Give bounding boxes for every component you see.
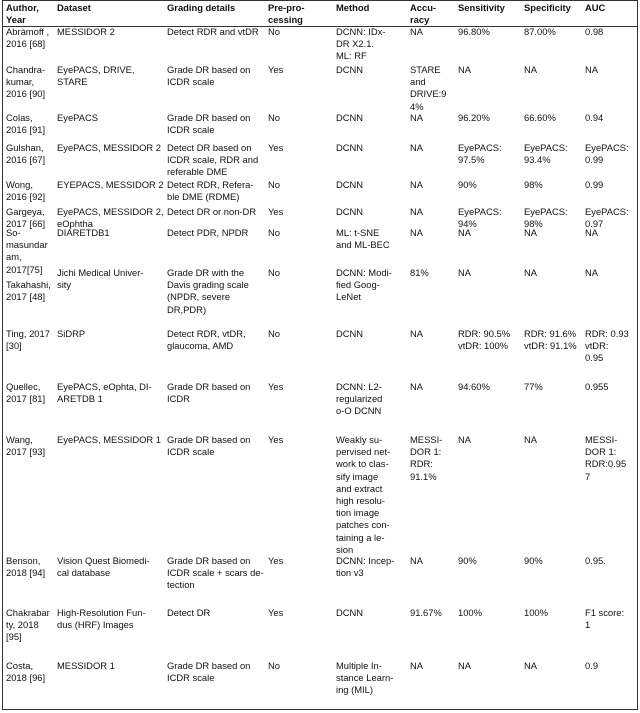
cell-method: DCNN: Incep- tion v3 (336, 555, 395, 579)
cell-auc: EyePACS: 0.97 (585, 206, 629, 230)
cell-accuracy: NA (410, 179, 424, 190)
cell-grading-details: Grade DR based on ICDR (167, 381, 251, 405)
cell-dataset: EyePACS, MESSIDOR 2, eOphtha (57, 206, 164, 230)
header-auc: AUC (585, 2, 606, 13)
cell-sensitivity: 100% (458, 607, 482, 618)
cell-auc: 0.9 (585, 660, 599, 671)
cell-accuracy: NA (410, 328, 424, 339)
cell-accuracy: 81% (410, 267, 429, 278)
cell-method: DCNN: Modi- fied Goog- LeNet (336, 267, 392, 303)
cell-specificity: 77% (524, 381, 543, 392)
cell-sensitivity: 96.80% (458, 26, 490, 37)
cell-dataset: Vision Quest Biomedi- cal database (57, 555, 150, 579)
table-frame (2, 0, 638, 710)
cell-accuracy: NA (410, 112, 424, 123)
header-sensitivity: Sensitivity (458, 2, 505, 13)
cell-accuracy: NA (410, 381, 424, 392)
cell-author-year: So- masundar am, 2017[75] (6, 227, 48, 275)
cell-pre-processing: No (268, 660, 280, 671)
cell-accuracy: NA (410, 227, 424, 238)
cell-dataset: DIARETDB1 (57, 227, 110, 238)
cell-sensitivity: 90% (458, 555, 477, 566)
cell-accuracy: MESSI- DOR 1: RDR: 91.1% (410, 434, 443, 482)
cell-sensitivity: RDR: 90.5% vtDR: 100% (458, 328, 511, 352)
cell-auc: F1 score: 1 (585, 607, 625, 631)
cell-grading-details: Detect RDR, Refera- ble DME (RDME) (167, 179, 254, 203)
cell-auc: RDR: 0.93 vtDR: 0.95 (585, 328, 629, 364)
header-specificity: Specificity (524, 2, 571, 13)
cell-sensitivity: NA (458, 434, 472, 445)
cell-sensitivity: NA (458, 227, 472, 238)
table-top-border (2, 0, 638, 1)
cell-author-year: Wong, 2016 [92] (6, 179, 46, 203)
cell-accuracy: STARE and DRIVE:9 4% (410, 64, 447, 112)
cell-dataset: MESSIDOR 1 (57, 660, 115, 671)
cell-auc: 0.955 (585, 381, 609, 392)
cell-auc: MESSI- DOR 1: RDR:0.95 7 (585, 434, 627, 482)
cell-sensitivity: 90% (458, 179, 477, 190)
cell-dataset: EyePACS, eOphta, DI- ARETDB 1 (57, 381, 152, 405)
cell-auc: 0.98 (585, 26, 604, 37)
cell-accuracy: NA (410, 206, 424, 217)
cell-dataset: EyePACS, DRIVE, STARE (57, 64, 135, 88)
cell-dataset: High-Resolution Fun- dus (HRF) Images (57, 607, 146, 631)
cell-sensitivity: 94.60% (458, 381, 490, 392)
cell-dataset: SiDRP (57, 328, 86, 339)
cell-pre-processing: Yes (268, 206, 284, 217)
cell-method: DCNN: IDx- DR X2.1. ML: RF (336, 26, 386, 62)
header-pre-processing: Pre-pro- cessing (268, 2, 305, 26)
cell-specificity: 100% (524, 607, 548, 618)
cell-sensitivity: NA (458, 267, 472, 278)
cell-pre-processing: No (268, 179, 280, 190)
cell-author-year: Gargeya, 2017 [66] (6, 206, 46, 230)
cell-grading-details: Detect DR based on ICDR scale, RDR and referable DME (167, 142, 259, 178)
cell-author-year: Abràmoff , 2016 [68] (6, 26, 50, 50)
cell-pre-processing: No (268, 267, 280, 278)
cell-grading-details: Detect RDR and vtDR (167, 26, 259, 37)
cell-method: DCNN (336, 142, 364, 153)
cell-auc: 0.99 (585, 179, 604, 190)
cell-method: DCNN (336, 328, 364, 339)
cell-auc: NA (585, 267, 599, 278)
cell-grading-details: Grade DR based on ICDR scale (167, 434, 251, 458)
cell-auc: NA (585, 64, 599, 75)
cell-specificity: NA (524, 660, 538, 671)
cell-grading-details: Grade DR based on ICDR scale + scars de- tection (167, 555, 264, 591)
cell-grading-details: Grade DR based on ICDR scale (167, 112, 251, 136)
cell-dataset: MESSIDOR 2 (57, 26, 115, 37)
cell-auc: 0.95. (585, 555, 606, 566)
cell-accuracy: 91.67% (410, 607, 442, 618)
cell-dataset: EyePACS, MESSIDOR 2 (57, 142, 162, 153)
cell-method: Multiple In- stance Learn- ing (MIL) (336, 660, 394, 696)
cell-specificity: 87.00% (524, 26, 556, 37)
cell-author-year: Chakrabar ty, 2018 [95] (6, 607, 50, 643)
cell-grading-details: Detect PDR, NPDR (167, 227, 249, 238)
cell-grading-details: Detect DR or non-DR (167, 206, 257, 217)
cell-specificity: EyePACS: 93.4% (524, 142, 568, 166)
cell-grading-details: Grade DR based on ICDR scale (167, 64, 251, 88)
cell-specificity: NA (524, 434, 538, 445)
cell-pre-processing: Yes (268, 381, 284, 392)
cell-sensitivity: NA (458, 660, 472, 671)
cell-auc: 0.94 (585, 112, 604, 123)
cell-grading-details: Grade DR with the Davis grading scale (NPDR, severe DR,PDR) (167, 267, 249, 315)
cell-author-year: Costa, 2018 [96] (6, 660, 46, 684)
cell-method: DCNN (336, 206, 364, 217)
cell-method: DCNN (336, 112, 364, 123)
cell-pre-processing: No (268, 112, 280, 123)
cell-method: ML: t-SNE and ML-BEC (336, 227, 390, 251)
cell-pre-processing: No (268, 328, 280, 339)
cell-auc: EyePACS: 0.99 (585, 142, 629, 166)
cell-specificity: 90% (524, 555, 543, 566)
cell-method: DCNN (336, 179, 364, 190)
cell-author-year: Colas, 2016 [91] (6, 112, 46, 136)
cell-accuracy: NA (410, 26, 424, 37)
header-method: Method (336, 2, 370, 13)
cell-specificity: 66.60% (524, 112, 556, 123)
cell-pre-processing: No (268, 227, 280, 238)
cell-pre-processing: Yes (268, 607, 284, 618)
header-grading-details: Grading details (167, 2, 236, 13)
cell-author-year: Quellec, 2017 [81] (6, 381, 46, 405)
cell-grading-details: Detect RDR, vtDR, glaucoma, AMD (167, 328, 246, 352)
cell-sensitivity: EyePACS: 94% (458, 206, 502, 230)
cell-pre-processing: No (268, 26, 280, 37)
cell-grading-details: Detect DR (167, 607, 211, 618)
cell-accuracy: NA (410, 142, 424, 153)
cell-sensitivity: 96.20% (458, 112, 490, 123)
cell-author-year: Ting, 2017 [30] (6, 328, 50, 352)
header-dataset: Dataset (57, 2, 91, 13)
header-accuracy: Accu- racy (410, 2, 437, 26)
cell-accuracy: NA (410, 555, 424, 566)
cell-author-year: Chandra- kumar, 2016 [90] (6, 64, 46, 100)
cell-pre-processing: Yes (268, 555, 284, 566)
cell-method: Weakly su- pervised net- work to clas- sify image and extract high resolu- tion image patches con- taining a le- sion (336, 434, 391, 555)
cell-author-year: Wang, 2017 [93] (6, 434, 46, 458)
cell-pre-processing: Yes (268, 64, 284, 75)
cell-auc: NA (585, 227, 599, 238)
cell-accuracy: NA (410, 660, 424, 671)
cell-specificity: EyePACS: 98% (524, 206, 568, 230)
cell-author-year: Gulshan, 2016 [67] (6, 142, 46, 166)
cell-pre-processing: Yes (268, 434, 284, 445)
cell-dataset: EyePACS (57, 112, 98, 123)
cell-dataset: EYEPACS, MESSIDOR 2 (57, 179, 164, 190)
cell-sensitivity: NA (458, 64, 472, 75)
cell-dataset: EyePACS, MESSIDOR 1 (57, 434, 162, 445)
cell-pre-processing: Yes (268, 142, 284, 153)
cell-specificity: NA (524, 267, 538, 278)
cell-specificity: NA (524, 227, 538, 238)
cell-method: DCNN: L2- regularized o-O DCNN (336, 381, 383, 417)
cell-grading-details: Grade DR based on ICDR scale (167, 660, 251, 684)
cell-author-year: Takahashi, 2017 [48] (6, 279, 51, 303)
cell-method: DCNN (336, 607, 364, 618)
header-author-year: Author, Year (6, 2, 39, 26)
cell-specificity: RDR: 91.6% vtDR: 91.1% (524, 328, 577, 352)
cell-sensitivity: EyePACS: 97.5% (458, 142, 502, 166)
cell-method: DCNN (336, 64, 364, 75)
cell-author-year: Benson, 2018 [94] (6, 555, 46, 579)
cell-dataset: Jichi Medical Univer- sity (57, 267, 144, 291)
cell-specificity: 98% (524, 179, 543, 190)
cell-specificity: NA (524, 64, 538, 75)
